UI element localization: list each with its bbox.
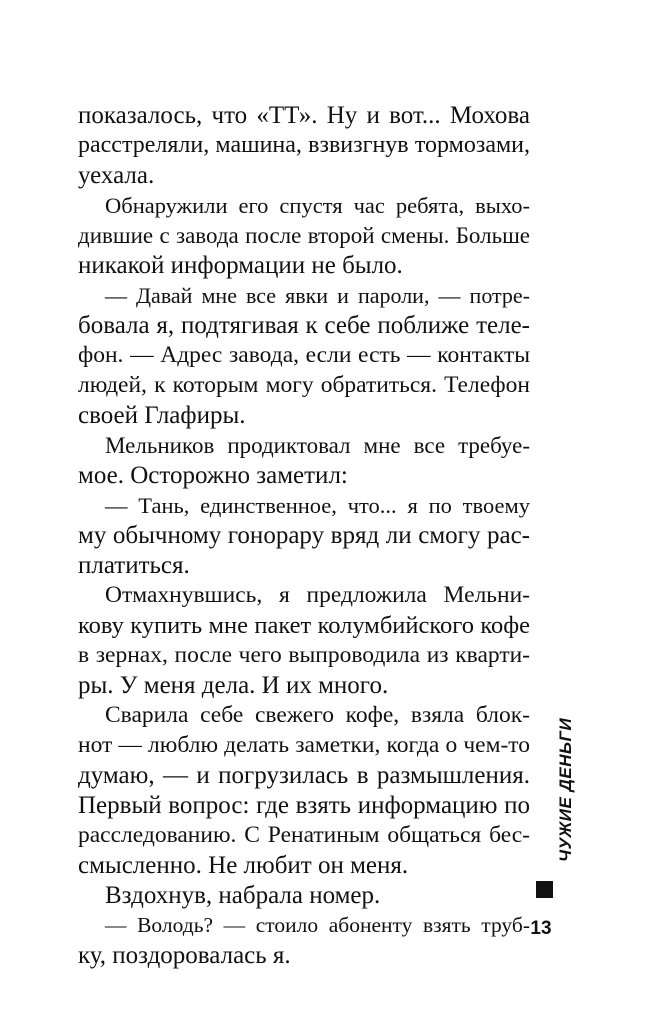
- text-line: своей Глафиры.: [78, 402, 246, 429]
- text-line: ку, поздоровалась я.: [78, 942, 291, 969]
- text-line: смысленно. Не любит он меня.: [78, 852, 409, 879]
- text-line: расстреляли, машина, взвизгнув тормозами,: [78, 132, 530, 158]
- page-number: 13: [530, 918, 552, 939]
- text-line: расследованию. С Ренатиным общаться бес-: [78, 822, 530, 848]
- text-line: Первый вопрос: где взять информацию по: [78, 792, 530, 819]
- running-title: ЧУЖИЕ ДЕНЬГИ: [556, 717, 575, 862]
- text-line: фон. — Адрес завода, если есть — контакты: [78, 342, 530, 368]
- text-line: — Тань, единственное, что... я по твоему: [105, 493, 530, 518]
- text-line: дившие с завода после второй смены. Больше: [78, 223, 530, 248]
- text-line: платиться.: [78, 552, 190, 579]
- text-line: думаю, — и погрузилась в размышления.: [78, 762, 530, 789]
- text-line: Сварила себе свежего кофе, взяла блок-: [105, 702, 530, 728]
- text-line: ры. У меня дела. И их много.: [78, 672, 389, 699]
- text-line: мое. Осторожно заметил:: [78, 462, 348, 489]
- text-line: — Володь? — стоило абоненту взять труб-: [105, 913, 530, 937]
- text-line: — Давай мне все явки и пароли, — потре-: [105, 283, 530, 308]
- text-line: людей, к которым могу обратиться. Телефон: [78, 372, 530, 398]
- text-line: показалось, что «ТТ». Ну и вот... Мохова: [78, 102, 530, 129]
- text-line: нот — люблю делать заметки, когда о чем-то: [78, 732, 530, 758]
- text-line: никакой информации не было.: [78, 252, 403, 279]
- square-marker-icon: [536, 881, 553, 898]
- text-line: бовала я, подтягивая к себе поближе теле-: [78, 312, 530, 339]
- text-line: кову купить мне пакет колумбийского кофе: [78, 612, 530, 639]
- text-line: уехала.: [78, 162, 155, 189]
- text-line: Обнаружили его спустя час ребята, выхо-: [105, 193, 530, 218]
- text-line: в зернах, после чего выпроводила из кварти-: [78, 642, 530, 668]
- text-line: Вздохнув, набрала номер.: [105, 882, 381, 909]
- text-line: Мельников продиктовал мне все требуе-: [105, 433, 530, 458]
- text-line: му обычному гонорару вряд ли смогу рас-: [78, 522, 530, 549]
- text-line: Отмахнувшись, я предложила Мельни-: [105, 582, 530, 608]
